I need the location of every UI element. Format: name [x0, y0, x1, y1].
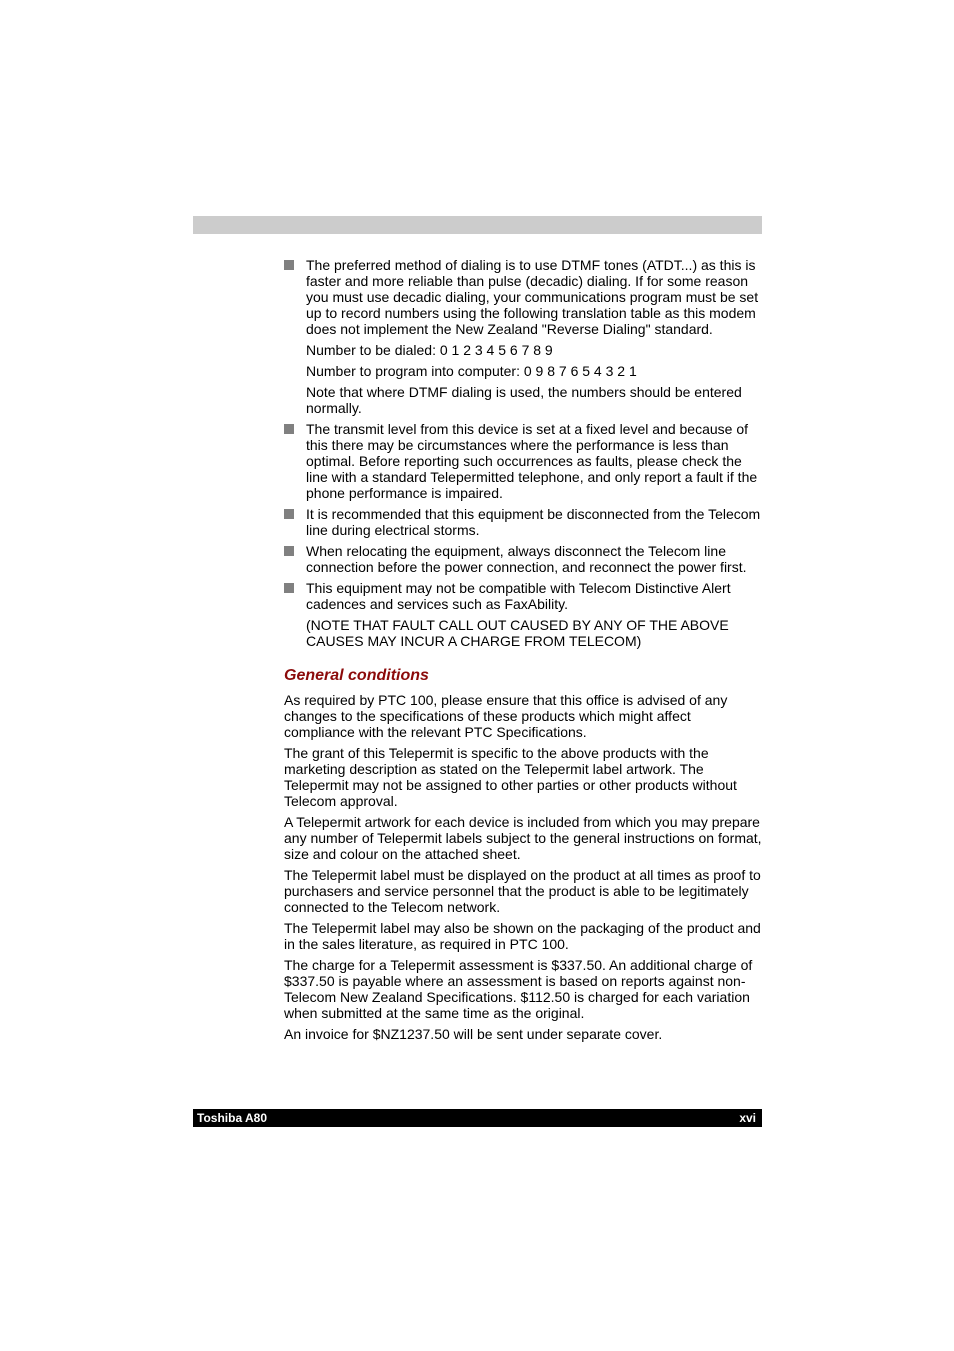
- bullet-text: It is recommended that this equipment be disconnected from the Telecom line during electrical storms.: [306, 506, 761, 538]
- bullet-text: The transmit level from this device is set at a fixed level and because of this there may be circumstances where the performance is less than optimal. Before reporting such occurrences as faults, please check the line with a standard Telepermitted telephone, and only report a fault if the phone performance is impaired.: [306, 421, 758, 501]
- footer-bar: [193, 1109, 762, 1127]
- list-item: [284, 421, 762, 501]
- bullet-text: When relocating the equipment, always disconnect the Telecom line connection before the power connection, and reconnect the power first.: [306, 543, 747, 575]
- section-paragraph: The Telepermit label may also be shown on the packaging of the product and in the sales literature, as required in PTC 100.: [284, 920, 761, 952]
- bullet-text: This equipment may not be compatible with Telecom Distinctive Alert cadences and services such as FaxAbility.: [306, 580, 731, 612]
- bullet-text: The preferred method of dialing is to use DTMF tones (ATDT...) as this is faster and more reliable than pulse (decadic) dialing. If for some reason you must use decadic dialing, your communications program must be set up to record numbers using the following translation table as this modem does not implement the New Zealand "Reverse Dialing" standard.: [306, 257, 759, 337]
- square-bullet-icon: [284, 583, 294, 593]
- list-item: [284, 580, 762, 649]
- header-bar: [193, 216, 762, 234]
- section-paragraph: An invoice for $NZ1237.50 will be sent under separate cover.: [284, 1026, 663, 1042]
- section-paragraph: A Telepermit artwork for each device is included from which you may prepare any number of Telepermit labels subject to the general instructions on format, size and colour on the attached sheet.: [284, 814, 762, 862]
- section-paragraph: The charge for a Telepermit assessment is $337.50. An additional charge of $337.50 is payable where an assessment is based on reports against non-Telecom New Zealand Specifications. $112.50 is charged for each variation when submitted at the same time as the original.: [284, 957, 753, 1021]
- square-bullet-icon: [284, 424, 294, 434]
- section-paragraph: The Telepermit label must be displayed on the product at all times as proof to purchasers and service personnel that the product is able to be legitimately connected to the Telecom network.: [284, 867, 761, 915]
- footer-product-name: Toshiba A80: [197, 1111, 268, 1125]
- list-item: [284, 506, 762, 538]
- square-bullet-icon: [284, 260, 294, 270]
- bullet-text: (NOTE THAT FAULT CALL OUT CAUSED BY ANY OF THE ABOVE CAUSES MAY INCUR A CHARGE FROM TELECOM): [306, 617, 729, 649]
- square-bullet-icon: [284, 546, 294, 556]
- bullet-text: Number to be dialed: 0 1 2 3 4 5 6 7 8 9: [306, 342, 553, 358]
- bullet-text: Number to program into computer: 0 9 8 7 6 5 4 3 2 1: [306, 363, 637, 379]
- list-item: [284, 543, 762, 575]
- square-bullet-icon: [284, 509, 294, 519]
- section-paragraph: The grant of this Telepermit is specific to the above products with the marketing description as stated on the Telepermit label artwork. The Telepermit may not be assigned to other parties or other products without Telecom approval.: [284, 745, 737, 809]
- list-item: [284, 257, 762, 416]
- section-paragraph: As required by PTC 100, please ensure that this office is advised of any changes to the specifications of these products which might affect compliance with the relevant PTC Specifications.: [284, 692, 728, 740]
- bullet-text: Note that where DTMF dialing is used, the numbers should be entered normally.: [306, 384, 742, 416]
- section-heading: General conditions: [284, 667, 429, 684]
- bullet-list: [284, 257, 762, 649]
- page-content: [284, 257, 762, 1047]
- page-number: xvi: [739, 1111, 756, 1125]
